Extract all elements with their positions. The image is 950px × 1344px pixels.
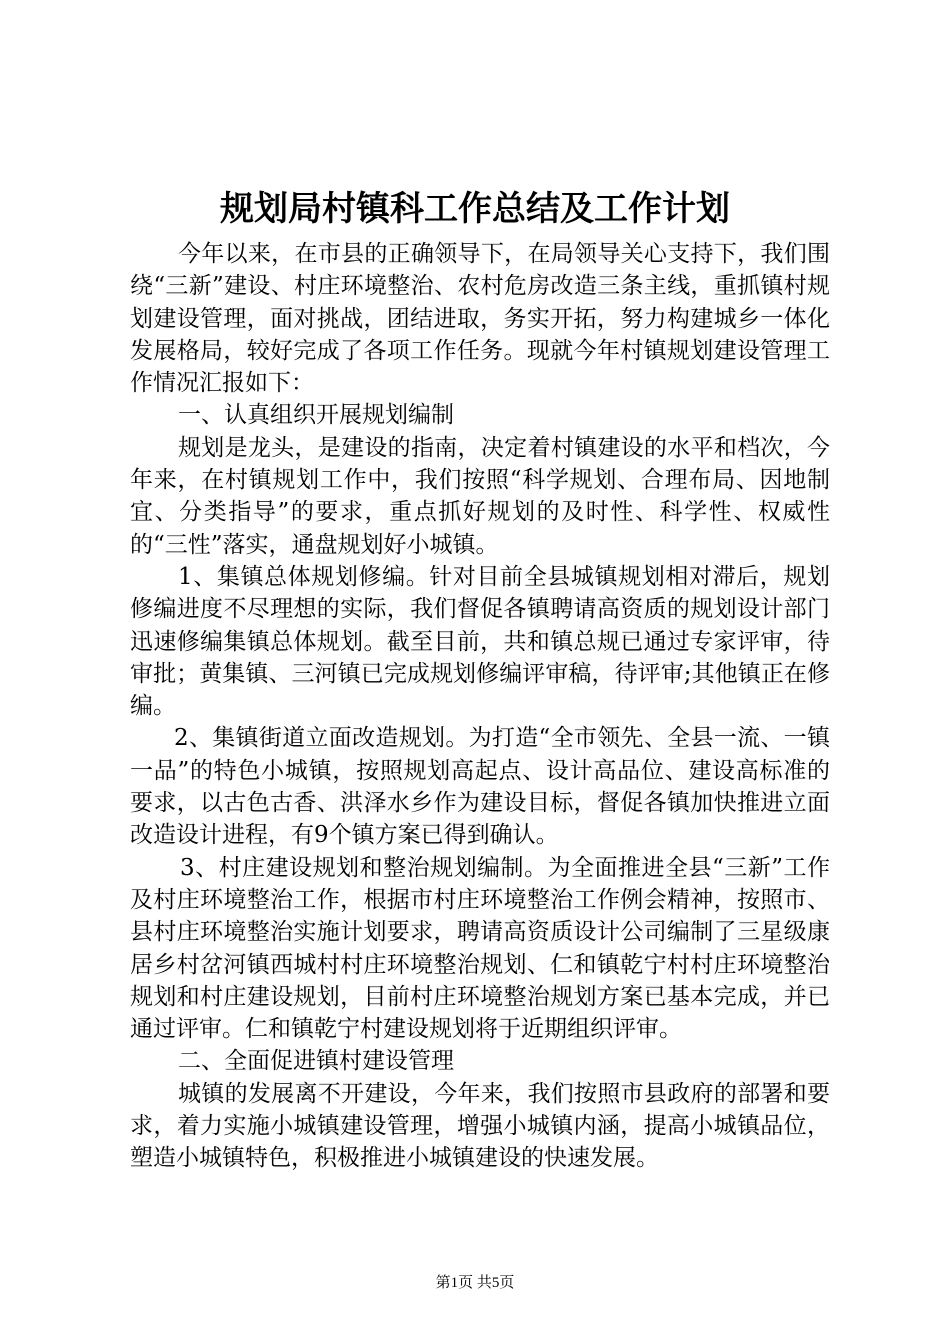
page-number-footer: 第1页 共5页 bbox=[435, 1275, 515, 1291]
paragraph-intro: 今年以来，在市县的正确领导下，在局领导关心支持下，我们围绕“三新”建设、村庄环境整治、农村危房改造三条主线，重抓镇村规划建设管理，面对挑战，团结进取，务实开拓，努力构建城乡一体化发展格局，较好完成了各项工作任务。现就今年村镇规划建设管理工作情况汇报如下： bbox=[130, 241, 830, 397]
paragraph-construction: 城镇的发展离不开建设，今年来，我们按照市县政府的部署和要求，着力实施小城镇建设管理，增强小城镇内涵，提高小城镇品位，塑造小城镇特色，积极推进小城镇建设的快速发展。 bbox=[130, 1080, 830, 1172]
section-heading-1: 一、认真组织开展规划编制 bbox=[178, 402, 454, 429]
paragraph-item-2: 2、集镇街道立面改造规划。为打造“全市领先、全县一流、一镇一品”的特色小城镇，按照规划高起点、设计高品位、建设高标准的要求，以古色古香、洪泽水乡作为建设目标，督促各镇加快推进立面改造设计进程，有9个镇方案已得到确认。 bbox=[130, 725, 830, 849]
document-body bbox=[130, 238, 830, 1175]
paragraph-item-1: 1、集镇总体规划修编。针对目前全县城镇规划相对滞后，规划修编进度不尽理想的实际，我们督促各镇聘请高资质的规划设计部门迅速修编集镇总体规划。截至目前，共和镇总规已通过专家评审，待审批；黄集镇、三河镇已完成规划修编评审稿，待评审;其他镇正在修编。 bbox=[130, 563, 830, 720]
paragraph-item-3: 3、村庄建设规划和整治规划编制。为全面推进全县“三新”工作及村庄环境整治工作，根据市村庄环境整治工作例会精神，按照市、县村庄环境整治实施计划要求，聘请高资质设计公司编制了三星级康居乡村岔河镇西城村村庄环境整治规划、仁和镇乾宁村村庄环境整治规划和村庄建设规划，目前村庄环境整治规划方案已基本完成，并已通过评审。仁和镇乾宁村建设规划将于近期组织评审。 bbox=[130, 854, 830, 1043]
section-heading-2: 二、全面促进镇村建设管理 bbox=[178, 1048, 454, 1075]
paragraph-planning: 规划是龙头，是建设的指南，决定着村镇建设的水平和档次，今年来，在村镇规划工作中，我们按照“科学规划、合理布局、因地制宜、分类指导”的要求，重点抓好规划的及时性、科学性、权威性的“三性”落实，通盘规划好小城镇。 bbox=[130, 434, 830, 558]
document-title: 规划局村镇科工作总结及工作计划 bbox=[220, 189, 730, 229]
